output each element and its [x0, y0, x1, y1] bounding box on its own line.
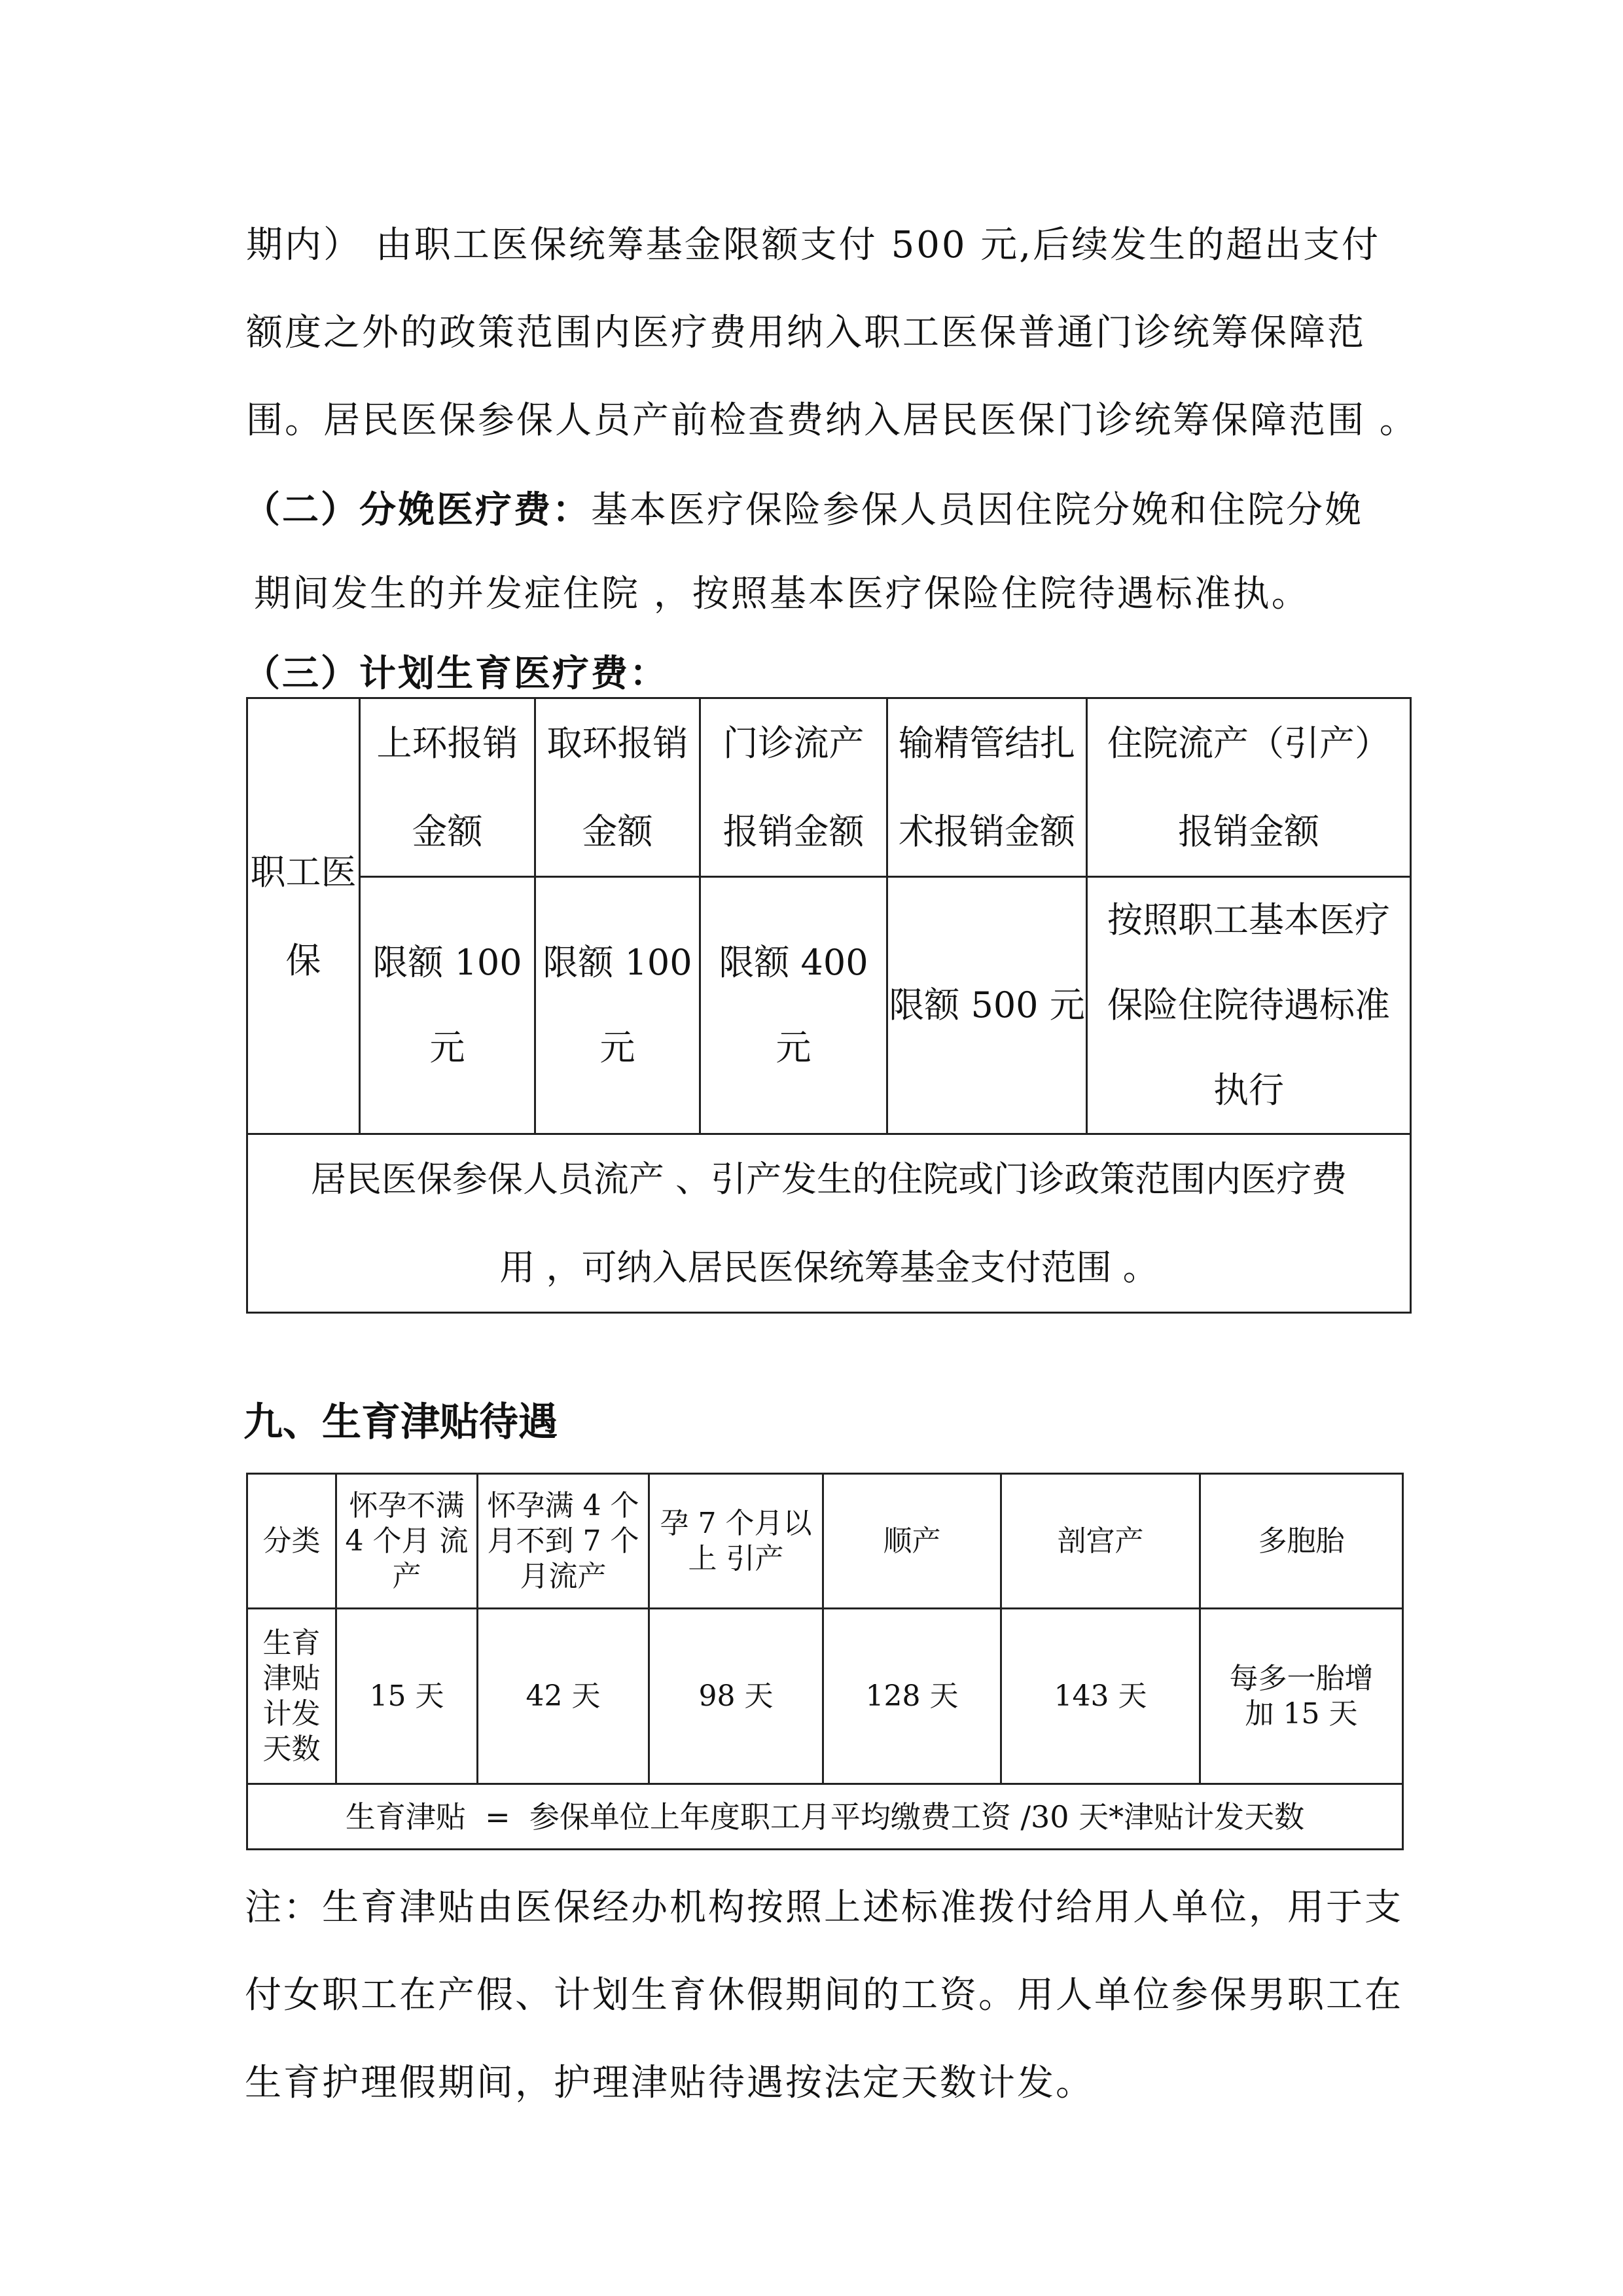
header-cell [478, 1474, 649, 1609]
header-cell [823, 1474, 1001, 1609]
value-cell [1200, 1609, 1403, 1784]
value-cell [336, 1609, 478, 1784]
cell-line: 居民医保参保人员流产 、引产发生的住院或门诊政策范围内医疗费 [310, 1158, 1347, 1200]
cell-line: 98 天 [698, 1679, 774, 1713]
value-cell [360, 877, 535, 1134]
table-row [247, 1609, 1403, 1784]
header-cell [887, 698, 1087, 877]
intro-line: 期内） 由职工医保统筹基金限额支付 500 元,后续发生的超出支付 [246, 224, 1381, 266]
cell-line: 42 天 [526, 1679, 601, 1713]
header-cell [336, 1474, 478, 1609]
table-row [247, 698, 1411, 877]
table-row [247, 1474, 1403, 1609]
note-paragraph [245, 1878, 1403, 2127]
header-cell [700, 698, 887, 877]
cell-line: 用 ，可纳入居民医保统筹基金支付范围 。 [499, 1247, 1158, 1288]
note-line: 付女职工在产假、计划生育休假期间的工资。用人单位参保男职工在 [245, 1974, 1403, 2017]
cell-line: 金额 [582, 811, 653, 852]
section9-title: 九、生育津贴待遇 [243, 1399, 558, 1445]
header-cell [1001, 1474, 1200, 1609]
value-cell [1087, 877, 1411, 1134]
maternity-allowance-table [246, 1473, 1404, 1850]
cell-line: 加 15 天 [1245, 1696, 1358, 1731]
value-cell [649, 1609, 823, 1784]
family-planning-table [246, 697, 1412, 1314]
value-cell [478, 1609, 649, 1784]
cell-line: 月不到 7 个 [487, 1524, 639, 1558]
note-line: 生育护理假期间，护理津贴待遇按法定天数计发。 [245, 2062, 1094, 2104]
cell-line: 上环报销 [376, 723, 518, 764]
cell-line: 限额 100 [543, 942, 692, 983]
cell-line: 生育 [262, 1626, 321, 1660]
row-header-cell [247, 698, 360, 1134]
value-cell [535, 877, 700, 1134]
cell-line: 每多一胎增 [1229, 1661, 1374, 1695]
formula-cell [247, 1784, 1403, 1850]
cell-line: 按照职工基本医疗 [1107, 899, 1390, 941]
header-cell [247, 1474, 336, 1609]
cell-line: 元 [599, 1027, 635, 1068]
intro-paragraph [246, 216, 1418, 442]
note-line: 注：生育津贴由医保经办机构按照上述标准拨付给用人单位，用于支 [245, 1886, 1403, 1929]
value-cell [823, 1609, 1001, 1784]
delivery-line-1 [243, 481, 1363, 533]
cell-line: 怀孕满 4 个 [487, 1488, 639, 1522]
header-cell [1087, 698, 1411, 877]
cell-line: 取环报销 [546, 723, 688, 764]
cell-line: 怀孕不满 [349, 1488, 465, 1522]
cell-line: 128 天 [865, 1679, 959, 1713]
cell-line: 保 [285, 939, 321, 981]
cell-line: 孕 7 个月以 [660, 1506, 812, 1540]
cell-line: 产 [392, 1559, 421, 1593]
cell-line: 分类 [262, 1524, 321, 1558]
cell-line: 元 [429, 1027, 465, 1068]
cell-line: 限额 400 元 [719, 942, 868, 1068]
cell-line: 顺产 [883, 1524, 941, 1558]
cell-line: 剖宫产 [1057, 1524, 1144, 1558]
cell-line: 保险住院待遇标准 [1107, 984, 1390, 1026]
cell-line: 天数 [262, 1732, 321, 1766]
cell-line: 门诊流产 [722, 723, 865, 764]
delivery-line-2: 期间发生的并发症住院 ，按照基本医疗保险住院待遇标准执。 [254, 573, 1310, 615]
footer-cell [247, 1134, 1411, 1313]
value-cell [700, 877, 887, 1134]
delivery-label: （二）分娩医疗费： [243, 489, 591, 531]
intro-line: 额度之外的政策范围内医疗费用纳入职工医保普通门诊统筹保障范 [246, 312, 1366, 354]
delivery-text-1: 基本医疗保险参保人员因住院分娩和住院分娩 [591, 489, 1363, 531]
plan-heading: （三）计划生育医疗费： [243, 653, 668, 695]
intro-line: 围。居民医保参保人员产前检查费纳入居民医保门诊统筹保障范围 。 [246, 399, 1418, 442]
table-row [247, 1134, 1411, 1313]
cell-line: 限额 500 元 [889, 984, 1085, 1026]
cell-line: 4 个月 流 [345, 1524, 469, 1558]
table-row [247, 1784, 1403, 1850]
header-cell [360, 698, 535, 877]
cell-line: 报销金额 [1178, 811, 1319, 852]
cell-line: 报销金额 [722, 811, 865, 852]
header-cell [649, 1474, 823, 1609]
value-cell [887, 877, 1087, 1134]
cell-line: 术报销金额 [899, 811, 1075, 852]
cell-line: 多胞胎 [1258, 1524, 1345, 1558]
delivery-paragraph [243, 481, 1398, 615]
cell-line: 限额 100 [372, 942, 522, 983]
cell-line: 输精管结扎 [899, 723, 1075, 764]
cell-line: 143 天 [1054, 1679, 1147, 1713]
cell-line: 金额 [412, 811, 483, 852]
value-cell [1001, 1609, 1200, 1784]
header-cell [1200, 1474, 1403, 1609]
cell-line: 上 引产 [688, 1541, 784, 1575]
cell-line: 职工医 [250, 851, 357, 893]
cell-line: 执行 [1213, 1069, 1284, 1111]
cell-line: 计发 [262, 1696, 321, 1731]
cell-line: 月流产 [520, 1559, 607, 1593]
header-cell [535, 698, 700, 877]
row-header-cell [247, 1609, 336, 1784]
cell-line: 津贴 [262, 1661, 321, 1695]
cell-line: 生育津贴 = 参保单位上年度职工月平均缴费工资 /30 天*津贴计发天数 [345, 1799, 1305, 1835]
table-row [247, 877, 1411, 1134]
cell-line: 住院流产（引产） [1107, 723, 1390, 764]
cell-line: 15 天 [369, 1679, 444, 1713]
